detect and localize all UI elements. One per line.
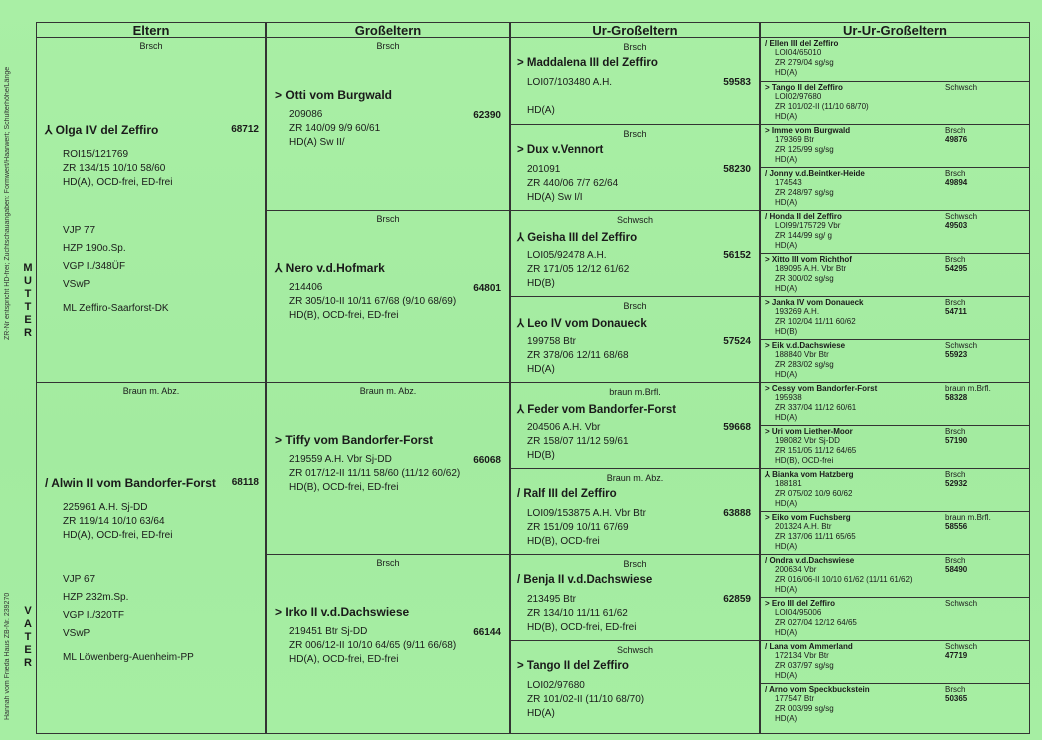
- great-great-grandparent-cell: [761, 253, 1029, 296]
- grandparent-zr: ZR 017/12-II 11/11 58/60 (11/12 60/62): [289, 468, 461, 479]
- grandparent-cell: [267, 382, 509, 554]
- great-great-grandparent-line3: HD(A): [775, 284, 798, 293]
- great-great-grandparent-name: > Ero III del Zeffiro: [765, 599, 836, 608]
- great-great-grandparent-line3: HD(A): [775, 155, 798, 164]
- great-great-grandparent-color: Brsch: [945, 685, 966, 694]
- great-grandparent-hd: HD(B), OCD-frei: [527, 536, 600, 547]
- great-grandparent-name: > Tango II del Zeffiro: [517, 660, 629, 672]
- grandparent-hd: HD(A) Sw II/: [289, 137, 345, 148]
- great-great-grandparent-line3: HD(A): [775, 499, 798, 508]
- great-great-grandparent-number: 58556: [945, 522, 968, 531]
- great-grandparent-name: / Ralf III del Zeffiro: [517, 488, 617, 500]
- great-grandparent-number: 57524: [723, 336, 751, 347]
- great-grandparent-name: ⅄ Geisha III del Zeffiro: [517, 232, 638, 244]
- great-great-grandparent-name: > Uri vom Liether-Moor: [765, 427, 853, 436]
- great-great-grandparent-line2: ZR 283/02 sg/sg: [775, 360, 834, 369]
- great-grandparent-color: Brsch: [623, 42, 647, 52]
- great-great-grandparent-color: Schwsch: [945, 642, 978, 651]
- great-great-grandparent-line1: 189095 A.H. Vbr Btr: [775, 264, 847, 273]
- father-vgp: VGP I./320TF: [63, 610, 124, 621]
- great-grandparent-zr: ZR 171/05 12/12 61/62: [527, 264, 630, 275]
- mother-vswp: VSwP: [63, 279, 91, 290]
- great-great-grandparent-line1: 174543: [775, 178, 802, 187]
- great-great-grandparent-name: / Arno vom Speckbuckstein: [765, 685, 870, 694]
- great-great-grandparent-name: > Imme vom Burgwald: [765, 126, 851, 135]
- great-great-grandparent-color: Schwsch: [945, 341, 978, 350]
- great-grandparent-color: Brsch: [623, 559, 647, 569]
- great-great-grandparent-line3: HD(A): [775, 198, 798, 207]
- great-grandparent-cell: [511, 38, 759, 124]
- great-great-grandparent-line2: ZR 027/04 12/12 64/65: [775, 618, 857, 627]
- great-great-grandparent-color: Brsch: [945, 556, 966, 565]
- great-grandparent-reg: LOI07/103480 A.H.: [527, 77, 613, 88]
- great-great-grandparent-line3: HD(A): [775, 370, 798, 379]
- great-great-grandparent-cell: [761, 511, 1029, 554]
- pedigree-table: [36, 22, 1030, 734]
- great-great-grandparent-line2: ZR 337/04 11/12 60/61: [775, 403, 857, 412]
- great-great-grandparent-line3: HD(A): [775, 413, 798, 422]
- father-color: Braun m. Abz.: [122, 386, 180, 396]
- great-grandparent-name: ⅄ Leo IV vom Donaueck: [517, 318, 647, 330]
- great-great-grandparent-line2: ZR 279/04 sg/sg: [775, 58, 834, 67]
- great-great-grandparent-line2: ZR 137/06 11/11 65/65: [775, 532, 856, 541]
- great-grandparent-name: / Benja II v.d.Dachswiese: [517, 574, 653, 586]
- great-great-grandparent-color: Schwsch: [945, 212, 978, 221]
- great-great-grandparent-number: 57190: [945, 436, 968, 445]
- great-grandparent-reg: 204506 A.H. Vbr: [527, 422, 601, 433]
- great-great-grandparent-cell: [761, 640, 1029, 683]
- great-great-grandparent-color: Brsch: [945, 298, 966, 307]
- grandparent-cell: [267, 554, 509, 733]
- grandparent-zr: ZR 140/09 9/9 60/61: [289, 123, 381, 134]
- great-great-grandparent-line3: HD(A): [775, 585, 798, 594]
- mutter-label: M U T T E R: [23, 262, 33, 339]
- great-grandparent-hd: HD(A): [527, 708, 555, 719]
- great-grandparent-cell: [511, 382, 759, 468]
- great-great-grandparent-line3: HD(A): [775, 714, 798, 723]
- grandparent-number: 62390: [473, 110, 501, 121]
- great-great-grandparent-line3: HD(A): [775, 241, 798, 250]
- great-grandparent-reg: 213495 Btr: [527, 594, 576, 605]
- great-great-grandparent-color: Brsch: [945, 470, 966, 479]
- great-grandparent-hd: HD(B): [527, 278, 555, 289]
- great-great-grandparent-color: braun m.Brfl.: [945, 513, 991, 522]
- great-great-grandparent-line1: 188840 Vbr Btr: [775, 350, 829, 359]
- column-ur-grosseltern: [510, 22, 760, 734]
- grandparent-name: > Otti vom Burgwald: [275, 88, 393, 102]
- great-grandparent-zr: ZR 158/07 11/12 59/61: [527, 436, 629, 447]
- father-hd: HD(A), OCD-frei, ED-frei: [63, 530, 173, 541]
- great-great-grandparent-line3: HD(A): [775, 628, 798, 637]
- great-great-grandparent-color: Brsch: [945, 126, 966, 135]
- great-great-grandparent-name: > Xitto III vom Richthof: [765, 255, 852, 264]
- breeder-note: Hannah vom Frieda Haus ZB-Nr. 239270: [4, 592, 11, 720]
- grandparent-reg: 219451 Btr Sj-DD: [289, 626, 368, 637]
- grandparent-reg: 214406: [289, 282, 323, 293]
- great-great-grandparent-line1: 200634 Vbr: [775, 565, 817, 574]
- great-grandparent-zr: ZR 378/06 12/11 68/68: [527, 350, 629, 361]
- great-great-grandparent-name: ⅄ Bianka vom Hatzberg: [765, 470, 854, 479]
- great-grandparent-color: Brsch: [623, 301, 647, 311]
- great-great-grandparent-name: > Eiko vom Fuchsberg: [765, 513, 851, 522]
- great-grandparent-reg: LOI05/92478 A.H.: [527, 250, 607, 261]
- great-great-grandparent-number: 55923: [945, 350, 968, 359]
- great-great-grandparent-line2: ZR 248/97 sg/sg: [775, 188, 834, 197]
- grandparent-cell: [267, 210, 509, 382]
- great-grandparent-name: > Maddalena III del Zeffiro: [517, 57, 658, 69]
- great-great-grandparent-line1: 177547 Btr: [775, 694, 815, 703]
- great-great-grandparent-number: 49503: [945, 221, 968, 230]
- grandparent-reg: 209086: [289, 109, 323, 120]
- grandparent-number: 66144: [473, 627, 501, 638]
- great-grandparent-name: ⅄ Feder vom Bandorfer-Forst: [517, 404, 677, 416]
- great-great-grandparent-number: 54711: [945, 307, 967, 316]
- great-great-grandparent-line3: HD(A): [775, 671, 798, 680]
- great-great-grandparent-line2: ZR 151/05 11/12 64/65: [775, 446, 857, 455]
- great-grandparent-hd: HD(A): [527, 364, 555, 375]
- grandparent-color: Brsch: [376, 41, 400, 51]
- great-grandparent-number: 59668: [723, 422, 751, 433]
- great-great-grandparent-line2: ZR 037/97 sg/sg: [775, 661, 834, 670]
- grandparent-color: Braun m. Abz.: [359, 386, 417, 396]
- mother-hzp: HZP 190o.Sp.: [63, 243, 126, 254]
- great-great-grandparent-line2: ZR 144/99 sg/ g: [775, 231, 832, 240]
- great-grandparent-reg: LOI02/97680: [527, 680, 585, 691]
- great-great-grandparent-line2: ZR 075/02 10/9 60/62: [775, 489, 853, 498]
- great-grandparent-color: braun m.Brfl.: [609, 387, 661, 397]
- great-grandparent-color: Braun m. Abz.: [606, 473, 664, 483]
- father-cell: [37, 382, 265, 733]
- great-great-grandparent-line3: HD(A): [775, 542, 798, 551]
- great-great-grandparent-line1: LOI02/97680: [775, 92, 822, 101]
- father-name: / Alwin II vom Bandorfer-Forst: [45, 476, 216, 490]
- great-grandparent-cell: [511, 296, 759, 382]
- mother-vgp: VGP I./348ÜF: [63, 261, 126, 272]
- great-great-grandparent-name: / Ellen III del Zeffiro: [765, 39, 839, 48]
- mother-ml: ML Zeffiro-Saarforst-DK: [63, 303, 169, 314]
- great-great-grandparent-name: / Jonny v.d.Beintker-Heide: [765, 169, 865, 178]
- great-great-grandparent-line2: ZR 125/99 sg/sg: [775, 145, 834, 154]
- great-great-grandparent-name: > Tango II del Zeffiro: [765, 83, 843, 92]
- great-grandparent-cell: [511, 468, 759, 554]
- great-great-grandparent-color: Brsch: [945, 169, 966, 178]
- great-great-grandparent-color: braun m.Brfl.: [945, 384, 991, 393]
- great-grandparent-number: 63888: [723, 508, 751, 519]
- father-reg: 225961 A.H. Sj-DD: [63, 502, 148, 513]
- grandparent-hd: HD(A), OCD-frei, ED-frei: [289, 654, 399, 665]
- great-grandparent-reg: 199758 Btr: [527, 336, 576, 347]
- great-great-grandparent-line1: LOI04/65010: [775, 48, 822, 57]
- great-great-grandparent-number: 58490: [945, 565, 968, 574]
- great-grandparent-color: Schwsch: [616, 645, 653, 655]
- great-great-grandparent-number: 47719: [945, 651, 968, 660]
- great-grandparent-number: 58230: [723, 164, 751, 175]
- zr-note: ZR-Nr entspricht HD-frei; Zuchtschauangaben: Formwert/Haarwert; Schulterhöhe/Länge: [4, 66, 11, 340]
- mother-cell: [37, 38, 265, 382]
- grandparent-name: > Tiffy vom Bandorfer-Forst: [275, 433, 434, 447]
- great-great-grandparent-cell: [761, 210, 1029, 253]
- great-great-grandparent-line1: 179369 Btr: [775, 135, 815, 144]
- column-ur-ur-grosseltern: [760, 22, 1030, 734]
- father-hzp: HZP 232m.Sp.: [63, 592, 129, 603]
- mother-vjp: VJP 77: [63, 225, 96, 236]
- father-zr: ZR 119/14 10/10 63/64: [63, 516, 165, 527]
- great-great-grandparent-line1: 188181: [775, 479, 802, 488]
- great-great-grandparent-number: 52932: [945, 479, 968, 488]
- great-great-grandparent-color: Brsch: [945, 427, 966, 436]
- great-great-grandparent-line3: HD(A): [775, 112, 798, 121]
- column-grosseltern: [266, 22, 510, 734]
- great-grandparent-cell: [511, 124, 759, 210]
- great-grandparent-reg: LOI09/153875 A.H. Vbr Btr: [527, 508, 646, 519]
- great-great-grandparent-cell: [761, 296, 1029, 339]
- great-great-grandparent-name: / Honda II del Zeffiro: [765, 212, 842, 221]
- great-great-grandparent-name: / Lana vom Ammerland: [765, 642, 853, 651]
- great-great-grandparent-line1: 172134 Vbr Btr: [775, 651, 829, 660]
- great-grandparent-color: Schwsch: [616, 215, 653, 225]
- great-grandparent-cell: [511, 210, 759, 296]
- grandparent-color: Brsch: [376, 558, 400, 568]
- grandparent-reg: 219559 A.H. Vbr Sj-DD: [289, 454, 392, 465]
- grandparent-hd: HD(B), OCD-frei, ED-frei: [289, 482, 399, 493]
- great-grandparent-reg: 201091: [527, 164, 561, 175]
- great-great-grandparent-cell: [761, 339, 1029, 382]
- great-great-grandparent-line1: 195938: [775, 393, 802, 402]
- great-grandparent-hd: HD(B): [527, 450, 555, 461]
- great-great-grandparent-color: Schwsch: [945, 599, 978, 608]
- father-ml: ML Löwenberg-Auenheim-PP: [63, 652, 194, 663]
- father-vjp: VJP 67: [63, 574, 96, 585]
- header-ur-ur-grosseltern: Ur-Ur-Großeltern: [761, 23, 1029, 38]
- great-grandparent-hd: HD(B), OCD-frei, ED-frei: [527, 622, 637, 633]
- great-great-grandparent-cell: [761, 468, 1029, 511]
- great-great-grandparent-line2: ZR 101/02-II (11/10 68/70): [775, 102, 869, 111]
- grandparent-zr: ZR 006/12-II 10/10 64/65 (9/11 66/68): [289, 640, 457, 651]
- great-grandparent-cell: [511, 554, 759, 640]
- great-great-grandparent-line2: ZR 003/99 sg/sg: [775, 704, 834, 713]
- header-eltern: Eltern: [37, 23, 265, 38]
- mother-name: ⅄ Olga IV del Zeffiro: [45, 123, 159, 137]
- great-great-grandparent-line1: LOI99/175729 Vbr: [775, 221, 841, 230]
- great-great-grandparent-name: / Ondra v.d.Dachswiese: [765, 556, 855, 565]
- great-grandparent-hd: HD(A) Sw I/I: [527, 192, 583, 203]
- great-great-grandparent-cell: [761, 382, 1029, 425]
- header-grosseltern: Großeltern: [267, 23, 509, 38]
- grandparent-name: > Irko II v.d.Dachswiese: [275, 605, 410, 619]
- great-great-grandparent-line2: ZR 102/04 11/11 60/62: [775, 317, 856, 326]
- great-great-grandparent-line2: ZR 016/06-II 10/10 61/62 (11/11 61/62): [775, 575, 913, 584]
- great-grandparent-number: 62859: [723, 594, 751, 605]
- grandparent-name: ⅄ Nero v.d.Hofmark: [275, 261, 385, 275]
- great-grandparent-zr: ZR 101/02-II (11/10 68/70): [527, 694, 645, 705]
- great-great-grandparent-line1: 201324 A.H. Btr: [775, 522, 832, 531]
- great-great-grandparent-line1: LOI04/95006: [775, 608, 822, 617]
- great-grandparent-number: 56152: [723, 250, 751, 261]
- great-great-grandparent-cell: [761, 683, 1029, 733]
- great-great-grandparent-cell: [761, 38, 1029, 81]
- mother-color: Brsch: [139, 41, 163, 51]
- grandparent-hd: HD(B), OCD-frei, ED-frei: [289, 310, 399, 321]
- great-great-grandparent-cell: [761, 124, 1029, 167]
- great-great-grandparent-color: Schwsch: [945, 83, 978, 92]
- great-great-grandparent-line3: HD(B): [775, 327, 798, 336]
- great-great-grandparent-line2: ZR 300/02 sg/sg: [775, 274, 834, 283]
- great-great-grandparent-name: > Cessy vom Bandorfer-Forst: [765, 384, 878, 393]
- grandparent-zr: ZR 305/10-II 10/11 67/68 (9/10 68/69): [289, 296, 457, 307]
- great-great-grandparent-number: 49876: [945, 135, 968, 144]
- great-great-grandparent-name: > Eik v.d.Dachswiese: [765, 341, 846, 350]
- father-vswp: VSwP: [63, 628, 91, 639]
- grandparent-cell: [267, 38, 509, 210]
- great-grandparent-cell: [511, 640, 759, 733]
- great-great-grandparent-cell: [761, 597, 1029, 640]
- great-great-grandparent-number: 50365: [945, 694, 968, 703]
- great-great-grandparent-line1: 193269 A.H.: [775, 307, 820, 316]
- grandparent-number: 64801: [473, 283, 501, 294]
- great-grandparent-hd: HD(A): [527, 105, 555, 116]
- mother-zr: ZR 134/15 10/10 58/60: [63, 163, 166, 174]
- great-great-grandparent-number: 49894: [945, 178, 968, 187]
- great-great-grandparent-name: > Janka IV vom Donaueck: [765, 298, 864, 307]
- great-great-grandparent-cell: [761, 81, 1029, 124]
- column-eltern: [36, 22, 266, 734]
- great-grandparent-zr: ZR 151/09 10/11 67/69: [527, 522, 629, 533]
- header-ur-grosseltern: Ur-Großeltern: [511, 23, 759, 38]
- great-great-grandparent-cell: [761, 425, 1029, 468]
- great-grandparent-zr: ZR 134/10 11/11 61/62: [527, 608, 628, 619]
- great-grandparent-color: Brsch: [623, 129, 647, 139]
- great-grandparent-name: > Dux v.Vennort: [517, 144, 604, 156]
- great-great-grandparent-color: Brsch: [945, 255, 966, 264]
- great-great-grandparent-line3: HD(A): [775, 68, 798, 77]
- great-great-grandparent-line1: 198082 Vbr Sj-DD: [775, 436, 840, 445]
- father-number: 68118: [231, 477, 259, 488]
- mother-reg: ROI15/121769: [63, 149, 129, 160]
- mother-number: 68712: [231, 124, 259, 135]
- grandparent-number: 66068: [473, 455, 501, 466]
- great-grandparent-number: 59583: [723, 77, 751, 88]
- great-great-grandparent-cell: [761, 167, 1029, 210]
- great-grandparent-zr: ZR 440/06 7/7 62/64: [527, 178, 619, 189]
- vater-label: V A T E R: [24, 605, 32, 669]
- grandparent-color: Brsch: [376, 214, 400, 224]
- mother-hd: HD(A), OCD-frei, ED-frei: [63, 177, 173, 188]
- great-great-grandparent-line3: HD(B), OCD-frei: [775, 456, 834, 465]
- great-great-grandparent-number: 54295: [945, 264, 968, 273]
- great-great-grandparent-number: 58328: [945, 393, 968, 402]
- great-great-grandparent-cell: [761, 554, 1029, 597]
